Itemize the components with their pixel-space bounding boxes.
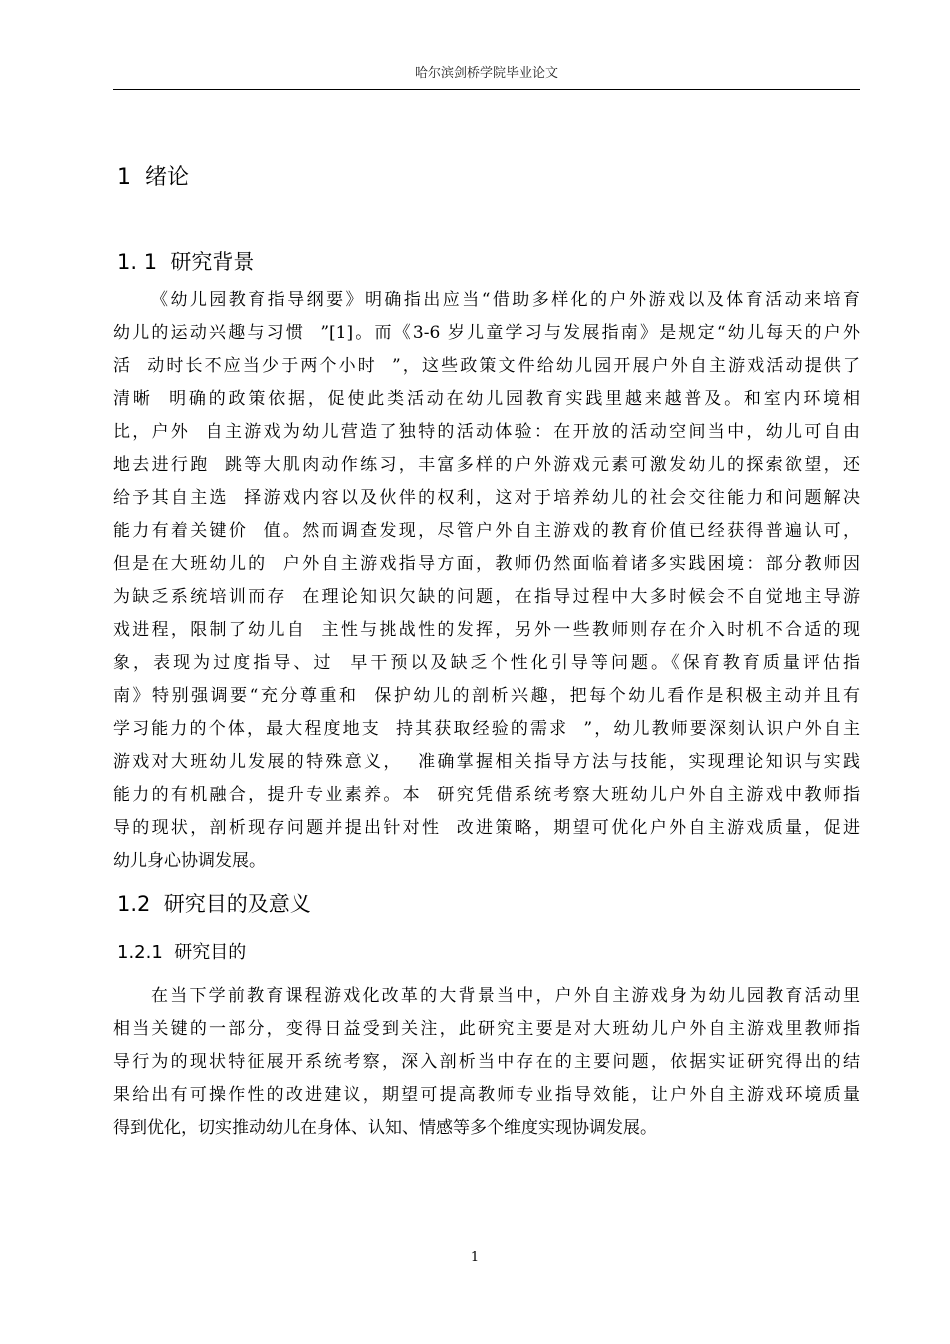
paragraph-line: 给予其自主选 择游戏内容以及伙伴的权利，这对于培养幼儿的社会交往能力和问题解决 <box>113 488 860 508</box>
paragraph-line: 南》特别强调要“充分尊重和 保护幼儿的剖析兴趣，把每个幼儿看作是积极主动并且有 <box>113 686 860 706</box>
header-title: 哈尔滨剑桥学院毕业论文 <box>414 66 558 81</box>
paragraph-line: 但是在大班幼儿的 户外自主游戏指导方面，教师仍然面临着诸多实践困境：部分教师因 <box>113 554 860 574</box>
paragraph-line: 活 动时长不应当少于两个小时 ”，这些政策文件给幼儿园开展户外自主游戏活动提供了 <box>113 356 860 376</box>
paragraph-line: 得到优化，切实推动幼儿在身体、认知、情感等多个维度实现协调发展。 <box>113 1118 657 1138</box>
section-heading-1-1: 1. 1 研究背景 <box>117 250 255 274</box>
paragraph-line: 象，表现为过度指导、过 早干预以及缺乏个性化引导等问题。《保育教育质量评估指 <box>113 653 860 673</box>
paragraph-line: 比，户外 自主游戏为幼儿营造了独特的活动体验：在开放的活动空间当中，幼儿可自由 <box>113 422 860 442</box>
paragraph-purpose <box>113 980 860 1145</box>
paragraph-line: 相当关键的一部分，变得日益受到关注，此研究主要是对大班幼儿户外自主游戏里教师指 <box>113 1019 860 1039</box>
paragraph-line: 游戏对大班幼儿发展的特殊意义， 准确掌握相关指导方法与技能，实现理论知识与实践 <box>113 752 860 772</box>
section-heading-1-2: 1.2 研究目的及意义 <box>117 892 311 916</box>
page-number: 1 <box>470 1250 480 1265</box>
paragraph-line: 能力有着关键价 值。然而调查发现，尽管户外自主游戏的教育价值已经获得普遍认可， <box>113 521 860 541</box>
paragraph-line: 地去进行跑 跳等大肌肉动作练习，丰富多样的户外游戏元素可激发幼儿的探索欲望，还 <box>113 455 860 475</box>
paragraph-line: 在当下学前教育课程游戏化改革的大背景当中，户外自主游戏身为幼儿园教育活动里 <box>151 986 860 1006</box>
paragraph-line: 幼儿身心协调发展。 <box>113 851 266 871</box>
chapter-heading: 1 绪论 <box>117 165 189 190</box>
paragraph-line: 幼儿的运动兴趣与习惯 ”[1]。而《3-6 岁儿童学习与发展指南》是规定“幼儿每天的户外 <box>113 323 860 343</box>
subsection-heading-1-2-1: 1.2.1 研究目的 <box>117 942 247 963</box>
paragraph-line: 《幼儿园教育指导纲要》明确指出应当“借助多样化的户外游戏以及体育活动来培育 <box>151 290 860 310</box>
paragraph-line: 清晰 明确的政策依据，促使此类活动在幼儿园教育实践里越来越普及。和室内环境相 <box>113 389 860 409</box>
paragraph-line: 导的现状，剖析现存问题并提出针对性 改进策略，期望可优化户外自主游戏质量，促进 <box>113 818 860 838</box>
paragraph-line: 学习能力的个体，最大程度地支 持其获取经验的需求 ”，幼儿教师要深刻认识户外自主 <box>113 719 860 739</box>
page-header <box>113 64 860 90</box>
paragraph-line: 戏进程，限制了幼儿自 主性与挑战性的发挥，另外一些教师则存在介入时机不合适的现 <box>113 620 860 640</box>
paragraph-line: 导行为的现状特征展开系统考察，深入剖析当中存在的主要问题，依据实证研究得出的结 <box>113 1052 860 1072</box>
paragraph-background <box>113 284 860 878</box>
paragraph-line: 为缺乏系统培训而存 在理论知识欠缺的问题，在指导过程中大多时候会不自觉地主导游 <box>113 587 860 607</box>
paragraph-line: 能力的有机融合，提升专业素养。本 研究凭借系统考察大班幼儿户外自主游戏中教师指 <box>113 785 860 805</box>
paragraph-line: 果给出有可操作性的改进建议，期望可提高教师专业指导效能，让户外自主游戏环境质量 <box>113 1085 860 1105</box>
